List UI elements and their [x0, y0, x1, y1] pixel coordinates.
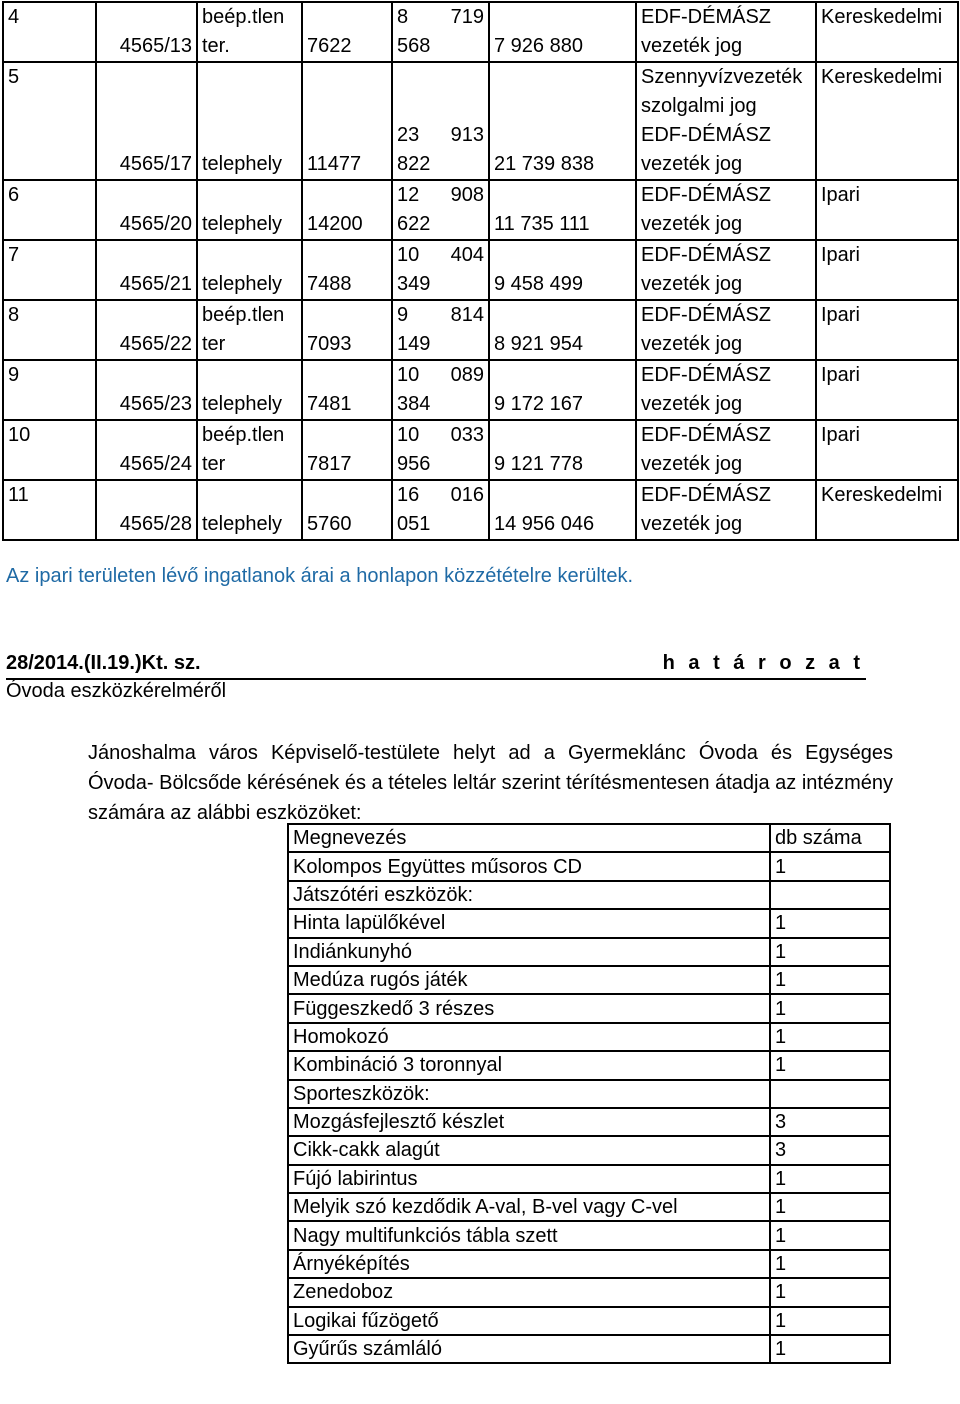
- item-qty: 1: [770, 994, 890, 1022]
- property-row: [3, 420, 958, 480]
- encumbrance: EDF-DÉMÁSZ vezeték jog: [636, 180, 816, 240]
- area-m2: 7481: [302, 360, 392, 420]
- row-number: 5: [3, 62, 96, 180]
- items-header-name: Megnevezés: [288, 824, 770, 852]
- item-qty: 1: [770, 1165, 890, 1193]
- area-m2: 7488: [302, 240, 392, 300]
- property-row: [3, 180, 958, 240]
- zone-type: Kereskedelmi: [816, 62, 958, 180]
- land-use: telephely: [197, 180, 302, 240]
- item-name: Árnyéképítés: [288, 1250, 770, 1278]
- minimum-price: 7 926 880: [489, 2, 636, 62]
- resolution-number: 28/2014.(II.19.)Kt. sz.: [6, 652, 201, 674]
- assessed-value: 10 404 349: [392, 240, 489, 300]
- land-use: beép.tlen ter.: [197, 2, 302, 62]
- items-row: [288, 1165, 890, 1193]
- area-m2: 5760: [302, 480, 392, 540]
- resolution-subject: Óvoda eszközkérelméről: [6, 680, 227, 702]
- assessed-value: 10 089 384: [392, 360, 489, 420]
- encumbrance: EDF-DÉMÁSZ vezeték jog: [636, 480, 816, 540]
- row-number: 8: [3, 300, 96, 360]
- minimum-price: 9 172 167: [489, 360, 636, 420]
- items-row: [288, 1023, 890, 1051]
- item-name: Homokozó: [288, 1023, 770, 1051]
- area-m2: 14200: [302, 180, 392, 240]
- minimum-price: 9 458 499: [489, 240, 636, 300]
- item-qty: 1: [770, 1335, 890, 1363]
- land-use: telephely: [197, 480, 302, 540]
- items-row: [288, 1221, 890, 1249]
- row-number: 10: [3, 420, 96, 480]
- items-row: [288, 966, 890, 994]
- assessed-value: 23 913 822: [392, 62, 489, 180]
- item-qty: 3: [770, 1136, 890, 1164]
- parcel-number: 4565/17: [96, 62, 197, 180]
- item-name: Medúza rugós játék: [288, 966, 770, 994]
- item-name: Gyűrűs számláló: [288, 1335, 770, 1363]
- zone-type: Ipari: [816, 360, 958, 420]
- encumbrance: EDF-DÉMÁSZ vezeték jog: [636, 2, 816, 62]
- item-name: Melyik szó kezdődik A-val, B-vel vagy C-vel: [288, 1193, 770, 1221]
- items-row: [288, 1136, 890, 1164]
- property-row: [3, 360, 958, 420]
- item-qty: 1: [770, 1278, 890, 1306]
- parcel-number: 4565/28: [96, 480, 197, 540]
- encumbrance: EDF-DÉMÁSZ vezeték jog: [636, 300, 816, 360]
- minimum-price: 14 956 046: [489, 480, 636, 540]
- items-row: [288, 881, 890, 909]
- item-name: Nagy multifunkciós tábla szett: [288, 1221, 770, 1249]
- parcel-number: 4565/23: [96, 360, 197, 420]
- row-number: 4: [3, 2, 96, 62]
- property-row: [3, 300, 958, 360]
- assessed-value: 8 719 568: [392, 2, 489, 62]
- encumbrance: EDF-DÉMÁSZ vezeték jog: [636, 420, 816, 480]
- item-qty: 1: [770, 1193, 890, 1221]
- item-name: Indiánkunyhó: [288, 938, 770, 966]
- encumbrance: EDF-DÉMÁSZ vezeték jog: [636, 360, 816, 420]
- minimum-price: 9 121 778: [489, 420, 636, 480]
- row-number: 6: [3, 180, 96, 240]
- row-number: 11: [3, 480, 96, 540]
- encumbrance: EDF-DÉMÁSZ vezeték jog: [636, 240, 816, 300]
- item-qty: 1: [770, 909, 890, 937]
- row-number: 7: [3, 240, 96, 300]
- area-m2: 7622: [302, 2, 392, 62]
- area-m2: 11477: [302, 62, 392, 180]
- item-name: Játszótéri eszközök:: [288, 881, 770, 909]
- items-row: [288, 1108, 890, 1136]
- zone-type: Kereskedelmi: [816, 2, 958, 62]
- zone-type: Ipari: [816, 300, 958, 360]
- property-row: [3, 2, 958, 62]
- item-name: Mozgásfejlesztő készlet: [288, 1108, 770, 1136]
- item-qty: 1: [770, 1307, 890, 1335]
- item-qty: 1: [770, 966, 890, 994]
- resolution-body: Jánoshalma város Képviselő-testülete helyt ad a Gyermeklánc Óvoda és Egységes Óvoda- Bölcsőde kérésének és a tételes leltár szerint térítésmentesen átadja az intézmény számára az alábbi eszközöket:: [88, 742, 893, 824]
- zone-type: Ipari: [816, 420, 958, 480]
- item-name: Fújó labirintus: [288, 1165, 770, 1193]
- item-name: Zenedoboz: [288, 1278, 770, 1306]
- assessed-value: 12 908 622: [392, 180, 489, 240]
- assessed-value: 10 033 956: [392, 420, 489, 480]
- items-row: [288, 1278, 890, 1306]
- encumbrance: Szennyvízvezeték szolgalmi jog EDF-DÉMÁSZ vezeték jog: [636, 62, 816, 180]
- items-row: [288, 1335, 890, 1363]
- minimum-price: 11 735 111: [489, 180, 636, 240]
- minimum-price: 21 739 838: [489, 62, 636, 180]
- price-note: Az ipari területen lévő ingatlanok árai a honlapon közzétételre kerültek.: [6, 565, 634, 587]
- zone-type: Ipari: [816, 240, 958, 300]
- items-row: [288, 1193, 890, 1221]
- property-row: [3, 480, 958, 540]
- land-use: telephely: [197, 240, 302, 300]
- parcel-number: 4565/20: [96, 180, 197, 240]
- property-table: [2, 1, 959, 541]
- property-row: [3, 62, 958, 180]
- items-table: [287, 823, 891, 1364]
- item-name: Kolompos Együttes műsoros CD: [288, 852, 770, 880]
- item-name: Függeszkedő 3 részes: [288, 994, 770, 1022]
- item-name: Sporteszközök:: [288, 1080, 770, 1108]
- items-row: [288, 909, 890, 937]
- item-qty: 1: [770, 1051, 890, 1079]
- item-qty: 1: [770, 1250, 890, 1278]
- land-use: telephely: [197, 62, 302, 180]
- parcel-number: 4565/13: [96, 2, 197, 62]
- item-qty: [770, 1080, 890, 1108]
- land-use: beép.tlen ter: [197, 420, 302, 480]
- area-m2: 7817: [302, 420, 392, 480]
- property-row: [3, 240, 958, 300]
- items-row: [288, 1080, 890, 1108]
- item-name: Logikai fűzögető: [288, 1307, 770, 1335]
- items-header-row: [288, 824, 890, 852]
- item-qty: [770, 881, 890, 909]
- items-row: [288, 994, 890, 1022]
- items-row: [288, 1051, 890, 1079]
- item-name: Hinta lapülőkével: [288, 909, 770, 937]
- item-qty: 1: [770, 852, 890, 880]
- row-number: 9: [3, 360, 96, 420]
- resolution-word: h a t á r o z a t: [662, 652, 864, 674]
- item-qty: 1: [770, 1221, 890, 1249]
- items-row: [288, 938, 890, 966]
- resolution-header: [6, 652, 866, 680]
- land-use: beép.tlen ter: [197, 300, 302, 360]
- zone-type: Ipari: [816, 180, 958, 240]
- item-qty: 3: [770, 1108, 890, 1136]
- items-row: [288, 1307, 890, 1335]
- assessed-value: 9 814 149: [392, 300, 489, 360]
- item-name: Kombináció 3 toronnyal: [288, 1051, 770, 1079]
- items-header-qty: db száma: [770, 824, 890, 852]
- item-qty: 1: [770, 938, 890, 966]
- item-name: Cikk-cakk alagút: [288, 1136, 770, 1164]
- items-row: [288, 852, 890, 880]
- parcel-number: 4565/22: [96, 300, 197, 360]
- parcel-number: 4565/21: [96, 240, 197, 300]
- area-m2: 7093: [302, 300, 392, 360]
- parcel-number: 4565/24: [96, 420, 197, 480]
- zone-type: Kereskedelmi: [816, 480, 958, 540]
- minimum-price: 8 921 954: [489, 300, 636, 360]
- land-use: telephely: [197, 360, 302, 420]
- assessed-value: 16 016 051: [392, 480, 489, 540]
- item-qty: 1: [770, 1023, 890, 1051]
- items-row: [288, 1250, 890, 1278]
